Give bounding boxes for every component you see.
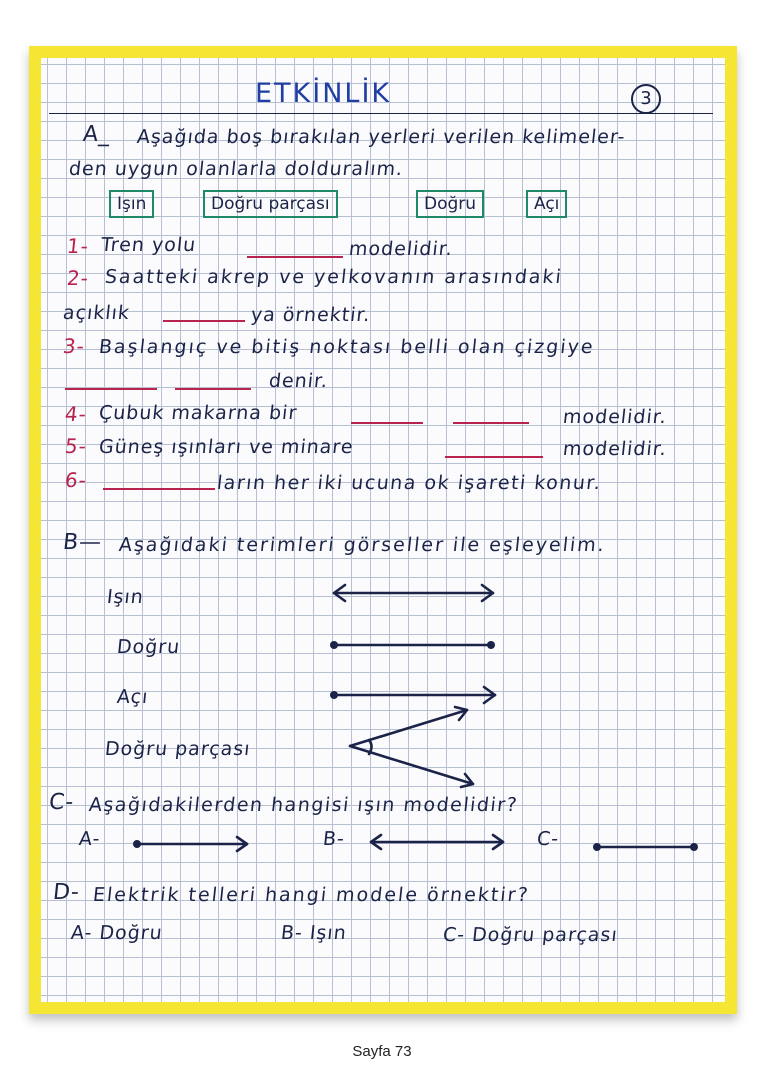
- figure-double-arrow-line: [334, 585, 493, 601]
- option-c-endpoint-right: [690, 843, 698, 851]
- q2-text-a: açıklık: [61, 302, 132, 324]
- q5-text-a: Güneş ışınları ve minare: [97, 436, 355, 458]
- q3-number: 3-: [61, 334, 87, 358]
- q2-text-line1: Saatteki akrep ve yelkovanın arasındaki: [103, 266, 564, 288]
- option-a-start-point: [133, 840, 141, 848]
- section-a-instruction-line1: Aşağıda boş bırakılan yerleri verilen kelimeler-: [135, 126, 627, 148]
- word-bank-isin: Işın: [109, 190, 154, 218]
- page-badge: 3: [631, 84, 661, 114]
- q2-number: 2-: [65, 266, 91, 290]
- section-d-question: Elektrik telleri hangi modele örnektir?: [91, 884, 531, 906]
- section-c-marker: C-: [47, 790, 76, 815]
- worksheet-title: ETKİNLİK: [255, 78, 392, 109]
- q6-text-b: ların her iki ucuna ok işareti konur.: [215, 472, 603, 494]
- section-b-marker: B—: [61, 530, 104, 555]
- q4-text-b: modelidir.: [561, 406, 669, 428]
- option-d-a: A- Doğru: [69, 922, 164, 944]
- q3-text-line1: Başlangıç ve bitiş noktası belli olan çizgiye: [97, 336, 596, 358]
- option-d-b: B- Işın: [279, 922, 348, 944]
- q4-text-a: Çubuk makarna bir: [97, 402, 299, 424]
- term-dogru: Doğru: [115, 636, 182, 658]
- q1-text-a: Tren yolu: [99, 234, 198, 256]
- yellow-frame: [29, 46, 737, 1014]
- term-aci: Açı: [115, 686, 150, 708]
- ray-start-point: [330, 691, 338, 699]
- term-dogru-parcasi: Doğru parçası: [103, 738, 252, 760]
- section-b-instruction: Aşağıdaki terimleri görseller ile eşleyelim.: [117, 534, 607, 556]
- word-bank-dogru-parcasi: Doğru parçası: [203, 190, 338, 218]
- geometry-figures: [41, 58, 725, 1002]
- figure-option-b-line: [371, 835, 503, 849]
- figure-ray: [334, 687, 495, 703]
- figure-angle: [350, 707, 473, 787]
- page-number: Sayfa 73: [352, 1043, 412, 1060]
- word-bank-dogru: Doğru: [416, 190, 484, 218]
- option-c-b-label: B-: [321, 828, 347, 850]
- q3-text-b: denir.: [267, 370, 330, 392]
- option-c-endpoint-left: [593, 843, 601, 851]
- section-a-instruction-line2: den uygun olanlarla dolduralım.: [67, 158, 405, 180]
- section-a-marker: A_: [81, 122, 113, 147]
- q5-text-b: modelidir.: [561, 438, 669, 460]
- word-bank-aci: Açı: [526, 190, 567, 218]
- q2-text-b: ya örnektir.: [249, 304, 372, 326]
- option-d-c: C- Doğru parçası: [441, 924, 619, 946]
- q5-number: 5-: [63, 434, 89, 458]
- q1-text-b: modelidir.: [347, 238, 455, 260]
- option-c-a-label: A-: [77, 828, 102, 850]
- figure-option-a-ray: [137, 837, 247, 851]
- section-d-marker: D-: [51, 880, 82, 905]
- q1-number: 1-: [65, 234, 91, 258]
- section-c-question: Aşağıdakilerden hangisi ışın modelidir?: [87, 794, 520, 816]
- option-c-c-label: C-: [535, 828, 561, 850]
- segment-endpoint-left: [330, 641, 338, 649]
- q4-number: 4-: [63, 402, 89, 426]
- term-isin: Işın: [105, 586, 145, 608]
- q6-number: 6-: [63, 468, 89, 492]
- grid-paper: [41, 58, 725, 1002]
- segment-endpoint-right: [487, 641, 495, 649]
